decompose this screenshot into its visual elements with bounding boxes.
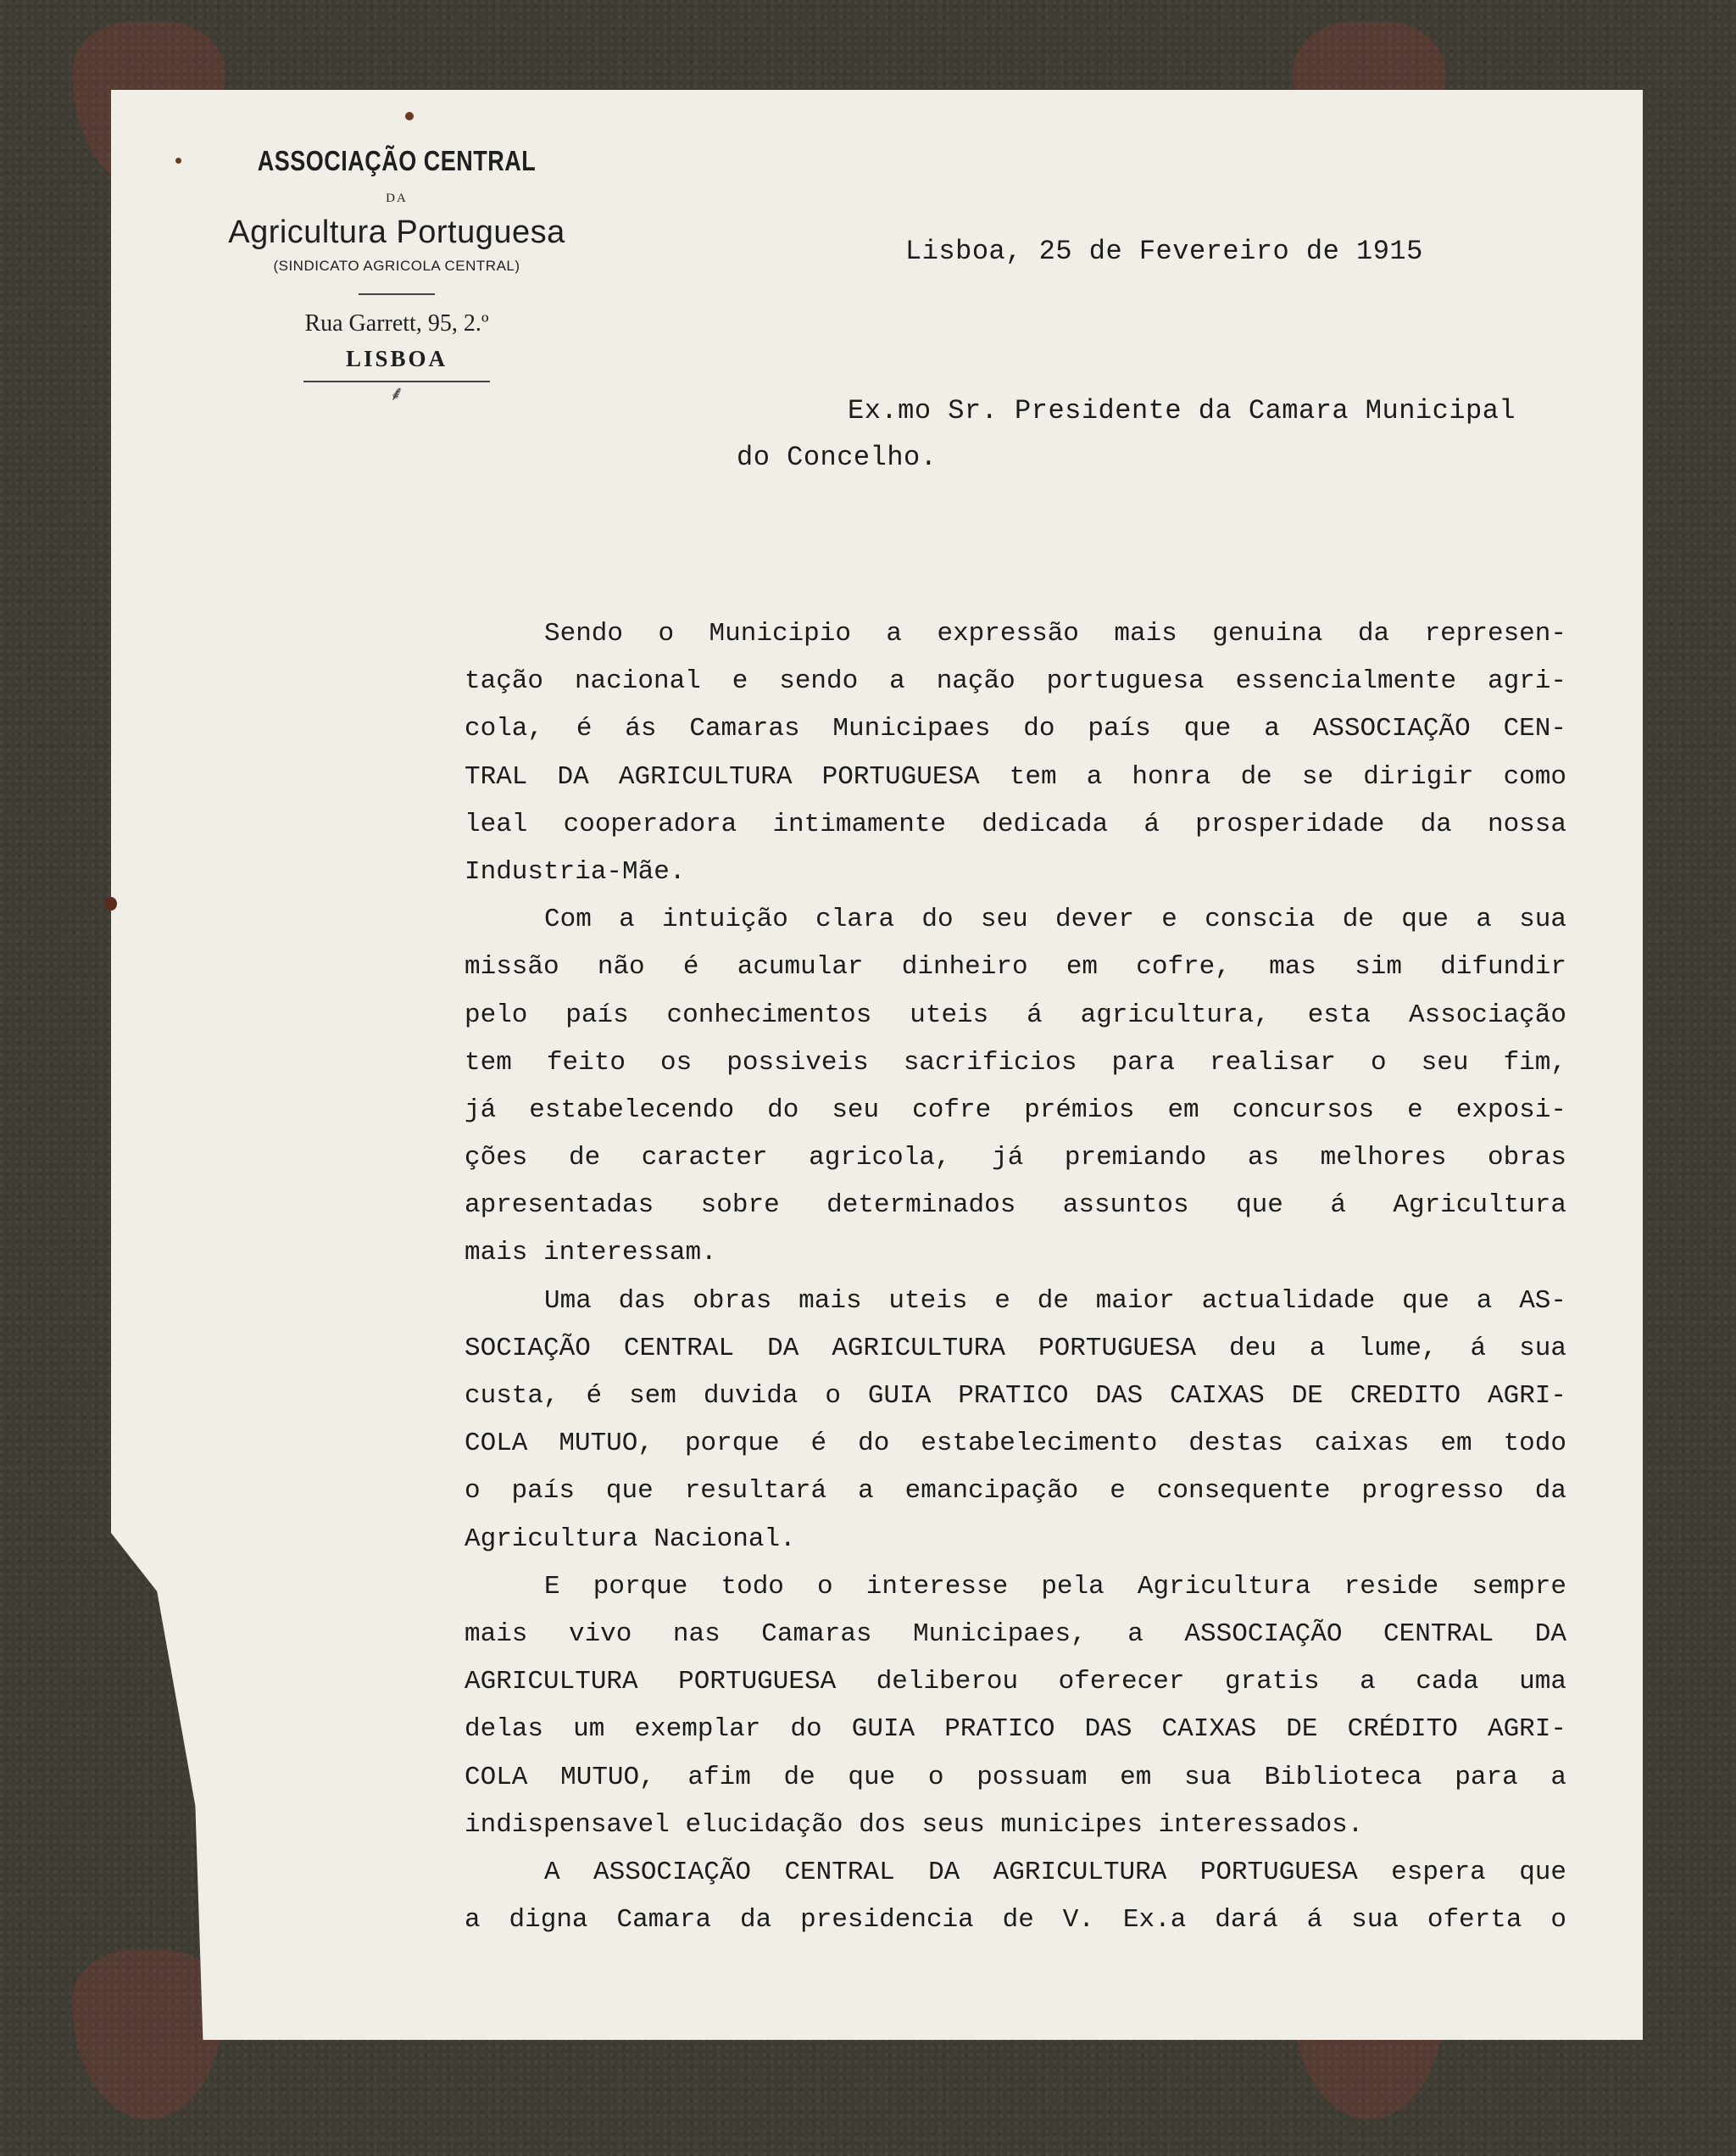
body-line: ções de caracter agricola, já premiando as melhores obras [465,1143,1566,1173]
letterhead-divider [359,293,435,295]
ink-spot [105,897,117,911]
body-line: apresentadas sobre determinados assuntos que á Agricultura [465,1190,1566,1221]
ink-spot [175,158,181,164]
body-line: tação nacional e sendo a nação portuguesa essencialmente agri- [465,666,1566,697]
addressee-line-1: Ex.mo Sr. Presidente da Camara Municipal [848,395,1516,426]
body-line: TRAL DA AGRICULTURA PORTUGUESA tem a honra de se dirigir como [465,761,1566,792]
ornament-icon: ⸙ [389,382,404,405]
body-line: leal cooperadora intimamente dedicada á prosperidade da nossa [465,809,1566,839]
body-line: SOCIAÇÃO CENTRAL DA AGRICULTURA PORTUGUESA deu a lume, á sua [465,1333,1566,1363]
body-line: mais vivo nas Camaras Municipaes, a ASSOCIAÇÃO CENTRAL DA [465,1618,1566,1649]
letterhead-city: LISBOA [345,346,448,371]
body-line: já estabelecendo do seu cofre prémios em concursos e exposi- [465,1095,1566,1125]
body-line: Sendo o Municipio a expressão mais genuina da represen- [544,619,1566,649]
body-line: COLA MUTUO, porque é do estabelecimento destas caixas em todo [465,1429,1566,1459]
letterhead-address: Rua Garrett, 95, 2.º [304,310,489,337]
body-line: AGRICULTURA PORTUGUESA deliberou oferecer gratis a cada uma [465,1667,1566,1697]
body-line: E porque todo o interesse pela Agricultura reside sempre [544,1571,1566,1602]
body-line: custa, é sem duvida o GUIA PRATICO DAS CAIXAS DE CREDITO AGRI- [465,1381,1566,1411]
letter-date: Lisboa, 25 de Fevereiro de 1915 [905,236,1423,267]
body-line: tem feito os possiveis sacrificios para realisar o seu fim, [465,1047,1566,1078]
letterhead-da: DA [386,192,408,205]
body-line: delas um exemplar do GUIA PRATICO DAS CAIXAS DE CRÉDITO AGRI- [465,1714,1566,1745]
body-line: COLA MUTUO, afim de que o possuam em sua Biblioteca para a [465,1762,1566,1792]
letter-body [465,610,1566,1944]
body-line: Industria-Mãe. [465,856,686,887]
letterhead-subtitle: (SINDICATO AGRICOLA CENTRAL) [273,258,520,274]
body-line: mais interessam. [465,1238,717,1268]
body-line: pelo país conhecimentos uteis á agricultura, esta Associação [465,1000,1566,1030]
body-line: a digna Camara da presidencia de V. Ex.a dará á sua oferta o [465,1905,1566,1936]
ink-spot [405,112,414,120]
body-line: Com a intuição clara do seu dever e conscia de que a sua [544,905,1566,935]
letterhead-org: ASSOCIAÇÃO CENTRAL [257,145,537,177]
addressee-line-2: do Concelho. [737,442,938,473]
body-line: A ASSOCIAÇÃO CENTRAL DA AGRICULTURA PORTUGUESA espera que [544,1857,1566,1887]
letterhead-title: Agricultura Portuguesa [228,214,565,250]
body-line: indispensavel elucidação dos seus municipes interessados. [465,1809,1364,1840]
body-line: Agricultura Nacional. [465,1524,796,1554]
letterhead [198,145,596,407]
body-line: missão não é acumular dinheiro em cofre, mas sim difundir [465,952,1566,983]
body-line: o país que resultará a emancipação e consequente progresso da [465,1476,1566,1507]
body-line: cola, é ás Camaras Municipaes do país que a ASSOCIAÇÃO CEN- [465,714,1566,744]
body-line: Uma das obras mais uteis e de maior actualidade que a AS- [544,1285,1566,1316]
